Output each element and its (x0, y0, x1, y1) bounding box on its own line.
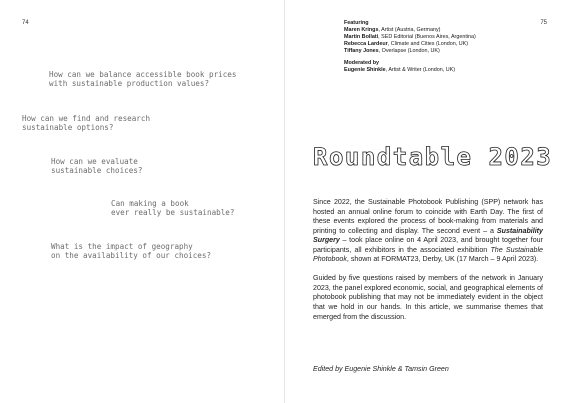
summary-paragraph: Guided by five questions raised by members of the network in January 2023, the panel explored economic, social, and geographical elements of photobook publishing that may not be immediately evident in the object that we hold in our hands. In this article, we summarise themes that emerged from the discussion. (313, 274, 543, 321)
participant-role: , Climate and Cities (London, UK) (387, 41, 469, 47)
question-making-book: Can making a book ever really be sustainable? (111, 199, 235, 217)
participant-name: Rebecca Lardeur (344, 41, 388, 47)
featuring-heading: Featuring (344, 20, 369, 26)
page-number-left: 74 (22, 20, 29, 26)
editors-credit: Edited by Eugenie Shinkle & Tamsin Green (313, 365, 449, 373)
intro-text-part: , shown at FORMAT23, Derby, UK (17 March – 9 April 2023). (346, 255, 539, 264)
moderator-role: , Artist & Writer (London, UK) (385, 67, 456, 73)
intro-text-part: – took place online on 4 April 2023, and brought together four participants, all exhibitors in the associated exhibition (313, 236, 543, 254)
participant-name: Maren Krings (344, 27, 379, 33)
question-book-prices: How can we balance accessible book prices with sustainable production values? (49, 70, 237, 88)
participant-name: Martín Bollati (344, 34, 379, 40)
moderator (344, 67, 476, 74)
participant-role: , Artist (Austria, Germany) (378, 27, 441, 33)
participant (344, 34, 476, 41)
event-name: Sustainability Surgery (313, 226, 543, 245)
question-research-options: How can we find and research sustainable options? (22, 114, 151, 132)
intro-text-part: Since 2022, the Sustainable Photobook Publishing (SPP) network has hosted an annual online forum to coincide with Earth Day. The first of these events explored the process of book-making from materials and printing to collecting and display. The second event – a (313, 198, 543, 235)
moderated-heading: Moderated by (344, 60, 380, 66)
question-geography: What is the impact of geography on the availability of our choices? (51, 242, 212, 260)
article-body (313, 198, 543, 332)
question-evaluate-choices: How can we evaluate sustainable choices? (51, 157, 143, 175)
exhibition-name: The Sustainable Photobook (313, 245, 543, 264)
page-number-right: 75 (540, 20, 547, 26)
participant (344, 41, 476, 48)
participant (344, 48, 476, 55)
article-title: Roundtable 2023 (313, 143, 553, 171)
left-page (0, 0, 284, 403)
participant-name: Tiffany Jones (344, 48, 379, 54)
moderator-name: Eugenie Shinkle (344, 67, 386, 73)
intro-paragraph (313, 198, 543, 265)
participant-role: , Overlapse (London, UK) (378, 48, 440, 54)
credits-block (344, 20, 476, 74)
participant-role: , SED Editorial (Buenos Aires, Argentina) (378, 34, 476, 40)
participant (344, 27, 476, 34)
right-page (285, 0, 569, 403)
